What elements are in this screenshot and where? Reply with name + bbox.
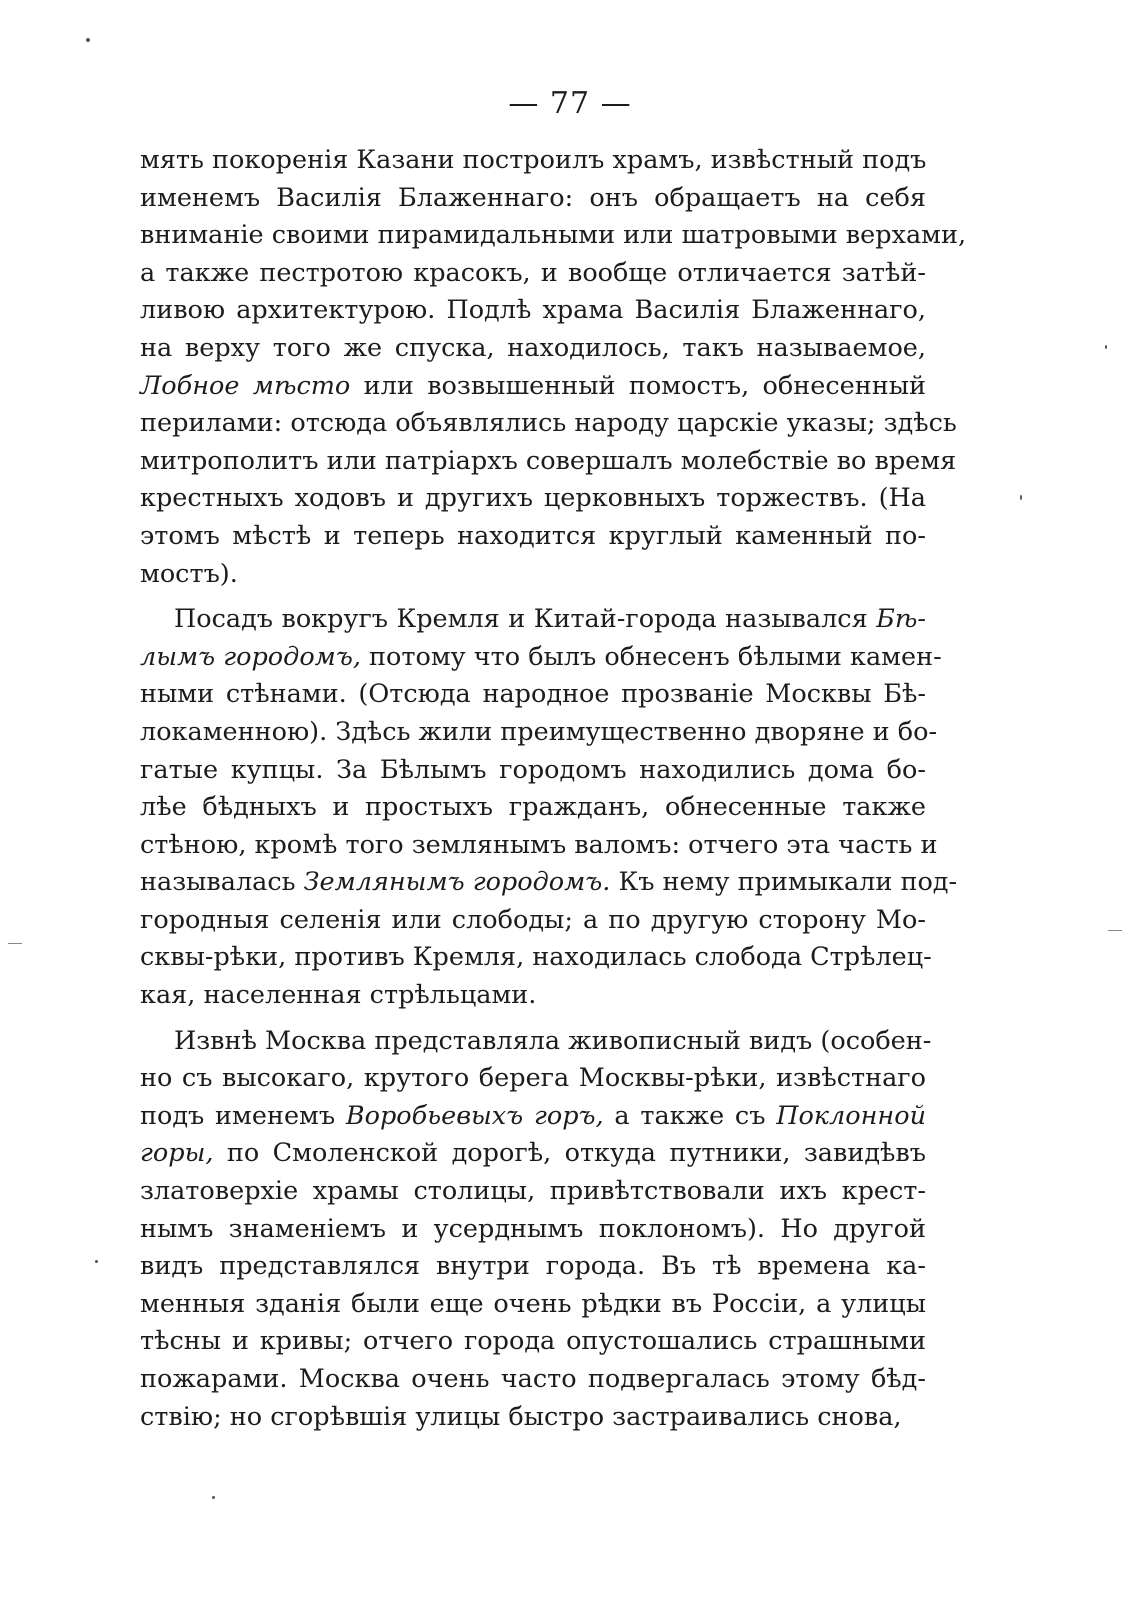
text-line (140, 1098, 926, 1136)
text-line (140, 330, 926, 368)
text-line (140, 1211, 926, 1249)
text-run: стѣною, кромѣ того землянымъ валомъ: отчего эта часть и (140, 829, 938, 860)
text-run: крестныхъ ходовъ и другихъ церковныхъ торжествъ. (На (140, 483, 926, 514)
text-run: пожарами. Москва очень часто подвергалась этому бѣд- (140, 1364, 926, 1394)
text-run: потому что былъ обнесенъ бѣлыми камен- (360, 641, 942, 672)
text-line (140, 518, 926, 556)
text-run: по Смоленской дорогѣ, откуда путники, завидѣвъ (213, 1138, 926, 1169)
text-line (140, 217, 967, 255)
text-run: нымъ знаменіемъ и усерднымъ поклономъ). Но другой (140, 1213, 926, 1244)
body-text (140, 142, 967, 1436)
paragraph-gap (140, 1015, 926, 1023)
text-run: ствію; но сгорѣвшія улицы быстро застраивались снова, (140, 1401, 902, 1432)
text-line (140, 864, 958, 902)
text-line (140, 443, 957, 481)
italic-term: Бѣ- (876, 604, 926, 635)
text-run: подъ именемъ (140, 1100, 346, 1131)
text-run: сквы-рѣки, противъ Кремля, находилась слобода Стрѣлец- (140, 942, 932, 973)
text-line (140, 292, 926, 330)
text-run: кая, населенная стрѣльцами. (140, 980, 537, 1011)
text-line (140, 1286, 926, 1324)
text-line (140, 368, 926, 406)
text-run: или возвышенный помостъ, обнесенный (350, 370, 926, 401)
scan-speck (1105, 345, 1107, 349)
text-line (140, 827, 938, 865)
text-run: а также съ (603, 1100, 777, 1131)
text-run: а также пестротою красокъ, и вообще отличается затѣй- (140, 257, 926, 288)
text-line (140, 601, 926, 639)
text-line (140, 1060, 926, 1098)
paragraph (140, 601, 958, 1015)
text-run: ливою архитектурою. Подлѣ храма Василія Блаженнаго, (140, 295, 926, 326)
text-line (140, 180, 926, 218)
text-run: лѣе бѣдныхъ и простыхъ гражданъ, обнесенные также (140, 792, 926, 823)
text-line (140, 1361, 926, 1399)
text-run: этомъ мѣстѣ и теперь находится круглый каменный по- (140, 520, 926, 551)
text-run: тѣсны и кривы; отчего города опустошались страшными (140, 1326, 926, 1357)
italic-term: Воробьевыхъ горъ, (345, 1100, 604, 1131)
text-line (140, 714, 938, 752)
italic-term: горы, (140, 1138, 214, 1169)
paragraph (140, 1023, 932, 1437)
text-run: вниманіе своими пирамидальными или шатровыми верхами, (140, 220, 967, 251)
text-line (140, 789, 926, 827)
scan-speck (1020, 495, 1022, 500)
text-line (140, 1248, 926, 1286)
scan-mark (8, 943, 22, 944)
text-line (140, 1399, 926, 1437)
italic-term: Лобное мѣсто (140, 370, 351, 401)
text-line (140, 939, 932, 977)
text-run: митрополитъ или патріархъ совершалъ молебствіе во время (140, 445, 957, 476)
text-line (140, 1323, 926, 1361)
text-run: менныя зданія были еще очень рѣдки въ Россіи, а улицы (140, 1288, 926, 1319)
paragraph (140, 142, 967, 593)
text-run: видъ представлялся внутри города. Въ тѣ времена ка- (140, 1251, 926, 1282)
text-run: Къ нему примыкали под- (610, 867, 958, 898)
paragraph-gap (140, 593, 926, 601)
text-run: златоверхіе храмы столицы, привѣтствовали ихъ крест- (140, 1176, 926, 1207)
text-line (140, 142, 926, 180)
text-run: но съ высокаго, крутого берега Москвы-рѣки, извѣстнаго (140, 1063, 926, 1094)
text-line (140, 405, 957, 443)
text-line (140, 902, 926, 940)
scan-mark (1108, 930, 1122, 931)
scan-speck (86, 38, 90, 42)
text-line (140, 752, 926, 790)
text-run: городныя селенія или слободы; а по другую сторону Мо- (140, 904, 926, 935)
text-line (140, 1135, 926, 1173)
italic-term: Поклонной (776, 1100, 926, 1131)
italic-term: лымъ городомъ, (140, 641, 361, 672)
text-line (140, 480, 926, 518)
text-run: именемъ Василія Блаженнаго: онъ обращаетъ на себя (140, 182, 926, 213)
text-run: мять покоренія Казани построилъ храмъ, извѣстный подъ (140, 145, 927, 175)
scan-speck (212, 1496, 215, 1499)
text-run: Извнѣ Москва представляла живописный видъ (особен- (174, 1025, 932, 1056)
page-number: — 77 — (508, 86, 632, 121)
text-run: перилами: отсюда объявлялись народу царскіе указы; здѣсь (140, 408, 957, 439)
text-line (140, 676, 926, 714)
text-run: ными стѣнами. (Отсюда народное прозваніе Москвы Бѣ- (140, 679, 926, 710)
text-run: гатые купцы. За Бѣлымъ городомъ находились дома бо- (140, 754, 926, 785)
text-line (140, 977, 926, 1015)
text-line (140, 1023, 932, 1061)
text-run: называлась (140, 867, 304, 898)
text-run: на верху того же спуска, находилось, такъ называемое, (140, 332, 926, 363)
scan-speck (95, 1260, 98, 1263)
text-line (140, 1173, 926, 1211)
text-line (140, 255, 926, 293)
text-run: мостъ). (140, 558, 238, 589)
text-line (140, 556, 926, 594)
text-run: локаменною). Здѣсь жили преимущественно дворяне и бо- (140, 716, 938, 747)
italic-term: Землянымъ городомъ. (303, 867, 611, 898)
text-line (140, 639, 942, 677)
text-run: Посадъ вокругъ Кремля и Китай-города назывался (174, 604, 877, 635)
